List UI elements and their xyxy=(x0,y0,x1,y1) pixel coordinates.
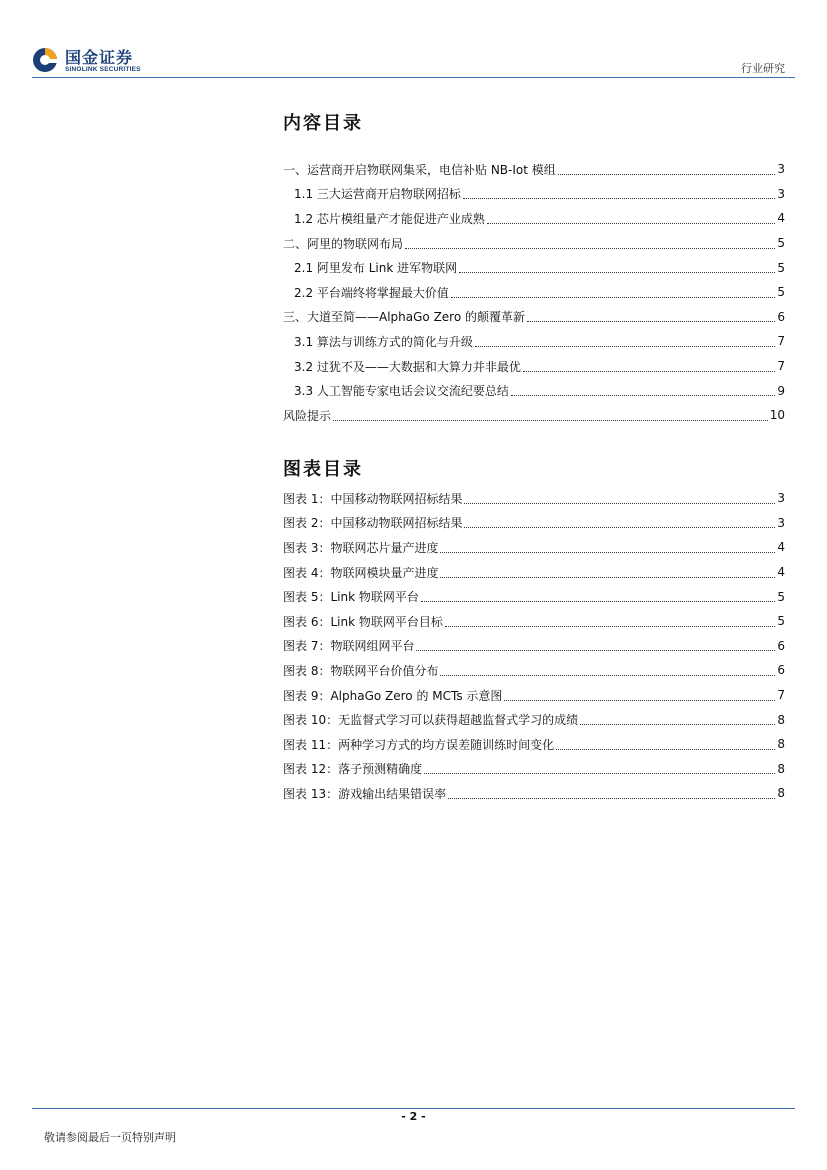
figures-entry-label: 图表 2：中国移动物联网招标结果 xyxy=(283,516,463,531)
figures-entry[interactable] xyxy=(283,584,785,609)
dot-leader xyxy=(448,798,775,799)
contents-entry[interactable] xyxy=(283,329,785,354)
figures-entry-label: 图表 1：中国移动物联网招标结果 xyxy=(283,491,463,506)
dot-leader xyxy=(440,675,775,676)
figures-entry-page: 4 xyxy=(777,565,785,580)
contents-entry-label: 1.2 芯片模组量产才能促进产业成熟 xyxy=(294,211,485,226)
dot-leader xyxy=(511,395,775,396)
figures-entry-page: 8 xyxy=(777,786,785,801)
dot-leader xyxy=(421,601,776,602)
figures-entry-page: 3 xyxy=(777,515,785,530)
dot-leader xyxy=(405,248,775,249)
dot-leader xyxy=(424,773,775,774)
figures-entry-label: 图表 8：物联网平台价值分布 xyxy=(283,663,439,678)
figures-entry[interactable] xyxy=(283,683,785,708)
contents-list xyxy=(283,157,785,428)
logo-text-cn: 国金证券 xyxy=(65,48,134,67)
figures-entry[interactable] xyxy=(283,511,785,536)
figures-entry-label: 图表 9：AlphaGo Zero 的 MCTs 示意图 xyxy=(283,688,503,703)
figures-entry-label: 图表 12：落子预测精确度 xyxy=(283,762,423,777)
dot-leader xyxy=(580,724,775,725)
contents-entry-page: 5 xyxy=(777,285,785,300)
figures-entry-page: 7 xyxy=(777,688,785,703)
figures-entry-page: 8 xyxy=(777,761,785,776)
contents-entry-label: 2.2 平台端终将掌握最大价值 xyxy=(294,285,449,300)
figures-entry[interactable] xyxy=(283,732,785,757)
contents-entry[interactable] xyxy=(283,280,785,305)
contents-entry-page: 6 xyxy=(777,309,785,324)
contents-title: 内容目录 xyxy=(283,113,363,134)
figures-entry-label: 图表 13：游戏输出结果错误率 xyxy=(283,786,447,801)
figures-entry[interactable] xyxy=(283,560,785,585)
contents-entry-page: 4 xyxy=(777,211,785,226)
dot-leader xyxy=(464,503,775,504)
contents-entry[interactable] xyxy=(283,305,785,330)
dot-leader xyxy=(504,700,775,701)
dot-leader xyxy=(416,650,775,651)
figures-entry[interactable] xyxy=(283,535,785,560)
contents-entry-page: 5 xyxy=(777,236,785,251)
logo-text-en: SINOLINK SECURITIES xyxy=(65,66,141,73)
figures-entry-page: 4 xyxy=(777,540,785,555)
disclaimer-note: 敬请参阅最后一页特别声明 xyxy=(44,1131,176,1144)
dot-leader xyxy=(440,552,775,553)
company-logo xyxy=(32,44,162,78)
dot-leader xyxy=(556,749,775,750)
figures-entry[interactable] xyxy=(283,757,785,782)
dot-leader xyxy=(475,346,775,347)
contents-entry[interactable] xyxy=(283,206,785,231)
dot-leader xyxy=(464,527,775,528)
figures-entry-page: 3 xyxy=(777,491,785,506)
figures-entry-label: 图表 3：物联网芯片量产进度 xyxy=(283,540,439,555)
figures-entry-label: 图表 11：两种学习方式的均方误差随训练时间变化 xyxy=(283,737,555,752)
logo-mark-icon xyxy=(32,47,58,73)
dot-leader xyxy=(440,577,775,578)
contents-entry[interactable] xyxy=(283,354,785,379)
figures-entry-label: 图表 10：无监督式学习可以获得超越监督式学习的成绩 xyxy=(283,713,579,728)
header-divider xyxy=(32,77,795,78)
contents-entry-label: 三、大道至简——AlphaGo Zero 的颠覆革新 xyxy=(283,310,526,325)
figures-entry-page: 5 xyxy=(777,589,785,604)
figures-entry-page: 6 xyxy=(777,638,785,653)
figures-entry-page: 8 xyxy=(777,737,785,752)
dot-leader xyxy=(527,321,775,322)
figures-entry-page: 8 xyxy=(777,712,785,727)
contents-entry-label: 一、运营商开启物联网集采，电信补贴 NB-Iot 模组 xyxy=(283,162,556,177)
dot-leader xyxy=(445,626,776,627)
figures-title: 图表目录 xyxy=(283,459,363,480)
figures-entry[interactable] xyxy=(283,707,785,732)
contents-entry-label: 3.2 过犹不及——大数据和大算力并非最优 xyxy=(294,359,521,374)
figures-entry[interactable] xyxy=(283,658,785,683)
contents-entry-label: 风险提示 xyxy=(283,408,332,423)
contents-entry-page: 9 xyxy=(777,383,785,398)
contents-entry-label: 3.3 人工智能专家电话会议交流纪要总结 xyxy=(294,384,509,399)
figures-entry-page: 5 xyxy=(777,614,785,629)
dot-leader xyxy=(487,223,775,224)
contents-entry-page: 5 xyxy=(777,260,785,275)
figures-entry-label: 图表 4：物联网模块量产进度 xyxy=(283,565,439,580)
figures-entry[interactable] xyxy=(283,609,785,634)
dot-leader xyxy=(463,198,775,199)
contents-entry[interactable] xyxy=(283,378,785,403)
contents-entry-label: 二、阿里的物联网布局 xyxy=(283,236,404,251)
dot-leader xyxy=(333,420,768,421)
figures-entry[interactable] xyxy=(283,781,785,806)
figures-entry[interactable] xyxy=(283,486,785,511)
page-number: - 2 - xyxy=(401,1110,426,1123)
dot-leader xyxy=(558,174,776,175)
contents-entry[interactable] xyxy=(283,182,785,207)
footer-divider xyxy=(32,1108,795,1109)
figures-entry-page: 6 xyxy=(777,663,785,678)
contents-entry-label: 1.1 三大运营商开启物联网招标 xyxy=(294,187,461,202)
contents-entry-page: 10 xyxy=(769,408,785,423)
contents-entry[interactable] xyxy=(283,255,785,280)
dot-leader xyxy=(459,272,775,273)
contents-entry[interactable] xyxy=(283,403,785,428)
figures-list xyxy=(283,486,785,806)
contents-entry-page: 7 xyxy=(777,359,785,374)
contents-entry-label: 3.1 算法与训练方式的简化与升级 xyxy=(294,334,473,349)
dot-leader xyxy=(451,297,775,298)
contents-entry-page: 7 xyxy=(777,334,785,349)
contents-entry-label: 2.1 阿里发布 Link 进军物联网 xyxy=(294,261,458,276)
contents-entry[interactable] xyxy=(283,157,785,182)
report-category: 行业研究 xyxy=(741,62,785,75)
contents-entry-page: 3 xyxy=(777,186,785,201)
figures-entry-label: 图表 6：Link 物联网平台目标 xyxy=(283,614,443,629)
dot-leader xyxy=(523,371,775,372)
figures-entry[interactable] xyxy=(283,634,785,659)
contents-entry[interactable] xyxy=(283,231,785,256)
figures-entry-label: 图表 5：Link 物联网平台 xyxy=(283,590,419,605)
contents-entry-page: 3 xyxy=(777,162,785,177)
figures-entry-label: 图表 7：物联网组网平台 xyxy=(283,639,415,654)
